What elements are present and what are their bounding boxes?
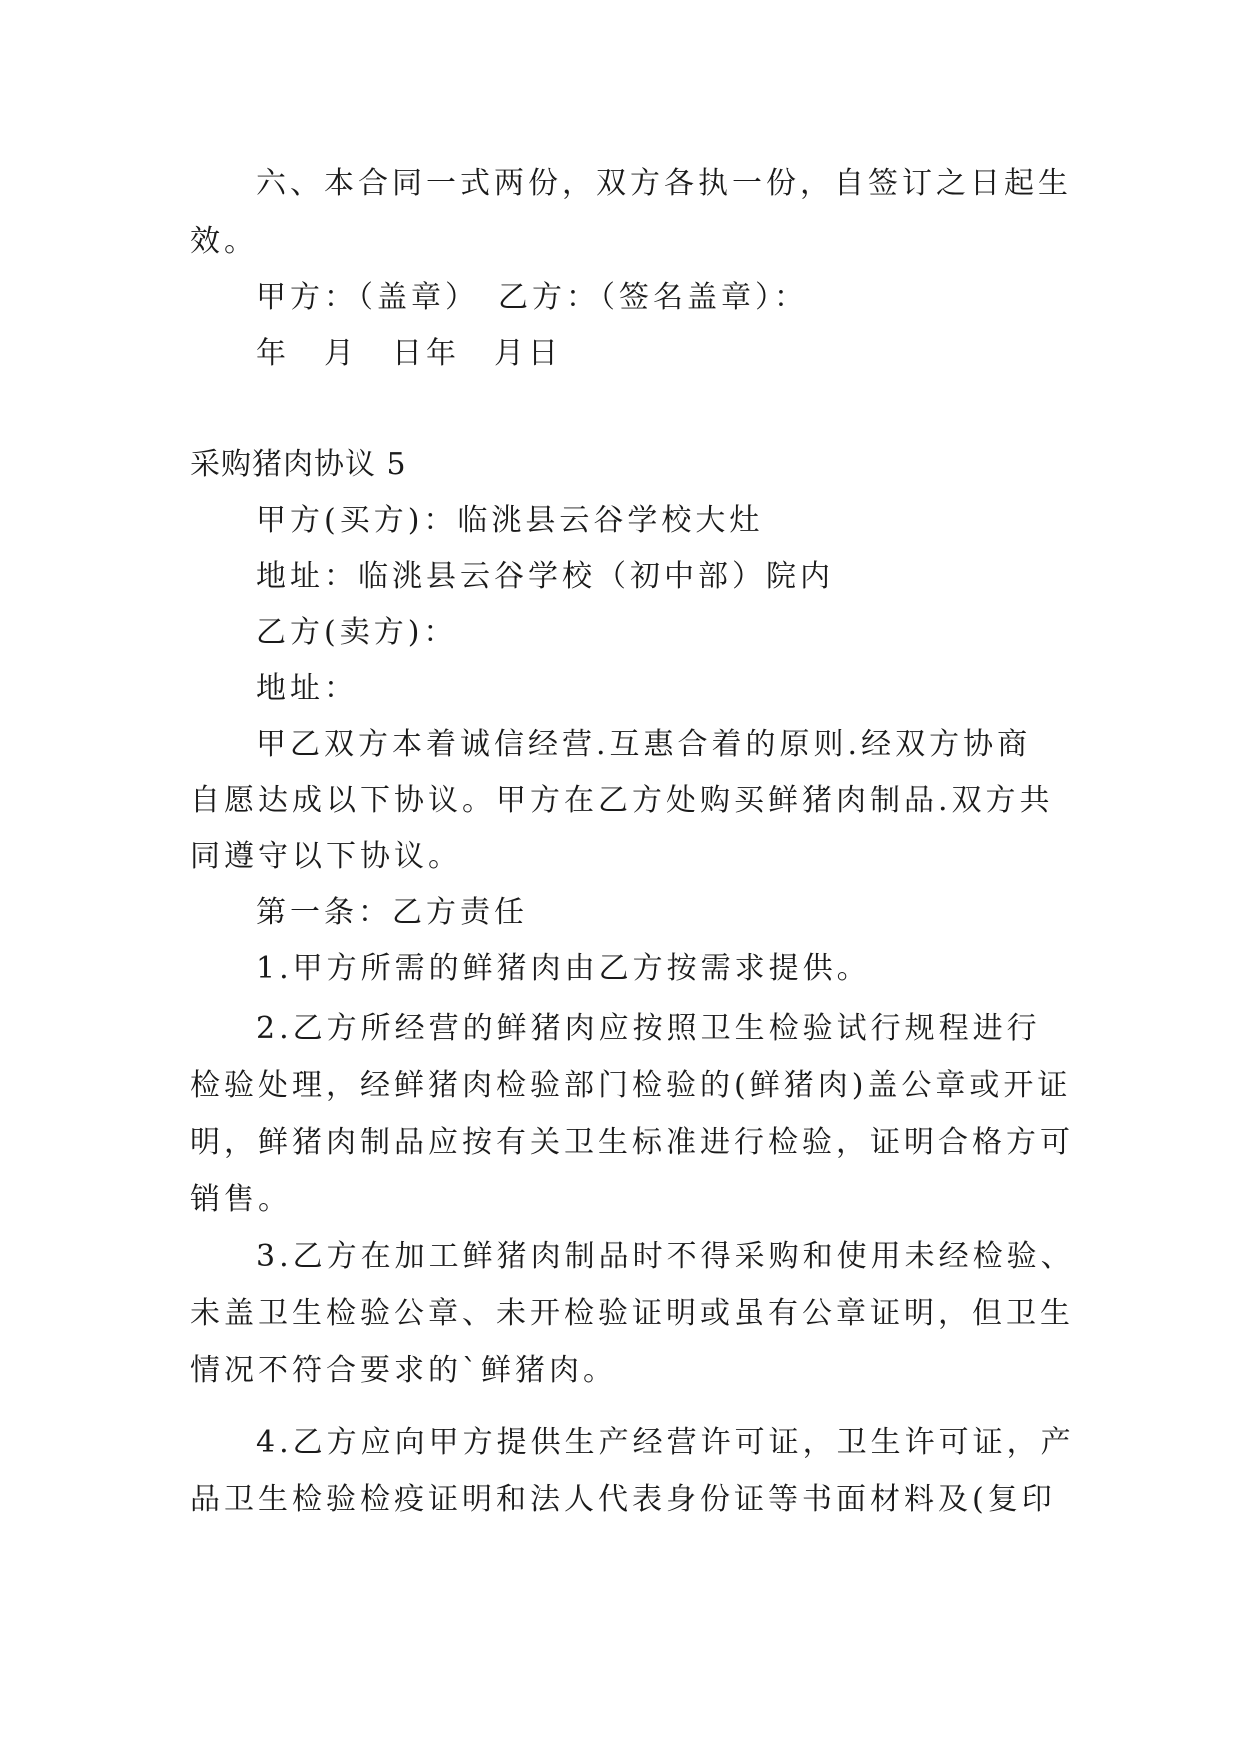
paragraph-line: 检验处理，经鲜猪肉检验部门检验的(鲜猪肉)盖公章或开证 bbox=[190, 1068, 1072, 1103]
date-line: 年 月 日年 月日 bbox=[256, 336, 562, 371]
paragraph-line: 甲方(买方)：临洮县云谷学校大灶 bbox=[256, 503, 764, 538]
paragraph-line: 2.乙方所经营的鲜猪肉应按照卫生检验试行规程进行 bbox=[256, 1011, 1041, 1046]
paragraph-line: 未盖卫生检验公章、未开检验证明或虽有公章证明，但卫生 bbox=[190, 1296, 1074, 1331]
paragraph-line: 同遵守以下协议。 bbox=[190, 839, 462, 874]
paragraph-line: 乙方(卖方)： bbox=[256, 615, 458, 650]
paragraph-line: 效。 bbox=[190, 224, 258, 259]
paragraph-line: 自愿达成以下协议。甲方在乙方处购买鲜猪肉制品.双方共 bbox=[190, 783, 1054, 818]
paragraph-line: 销售。 bbox=[190, 1182, 292, 1217]
paragraph-line: 1.甲方所需的鲜猪肉由乙方按需求提供。 bbox=[256, 951, 871, 986]
paragraph-line: 地址： bbox=[256, 671, 358, 706]
article-heading: 第一条：乙方责任 bbox=[256, 895, 528, 930]
paragraph-line: 地址：临洮县云谷学校（初中部）院内 bbox=[256, 559, 834, 594]
paragraph-line: 品卫生检验检疫证明和法人代表身份证等书面材料及(复印 bbox=[190, 1482, 1056, 1517]
section-heading: 采购猪肉协议 5 bbox=[190, 447, 407, 482]
paragraph-line: 3.乙方在加工鲜猪肉制品时不得采购和使用未经检验、 bbox=[256, 1239, 1075, 1274]
signature-line: 甲方：（盖章） 乙方：（签名盖章）： bbox=[256, 280, 808, 315]
paragraph-line: 六、本合同一式两份，双方各执一份，自签订之日起生 bbox=[256, 166, 1072, 201]
paragraph-line: 情况不符合要求的`鲜猪肉。 bbox=[190, 1353, 617, 1388]
paragraph-line: 4.乙方应向甲方提供生产经营许可证，卫生许可证，产 bbox=[256, 1425, 1075, 1460]
paragraph-line: 明，鲜猪肉制品应按有关卫生标准进行检验，证明合格方可 bbox=[190, 1125, 1074, 1160]
paragraph-line: 甲乙双方本着诚信经营.互惠合着的原则.经双方协商 bbox=[256, 727, 1032, 762]
